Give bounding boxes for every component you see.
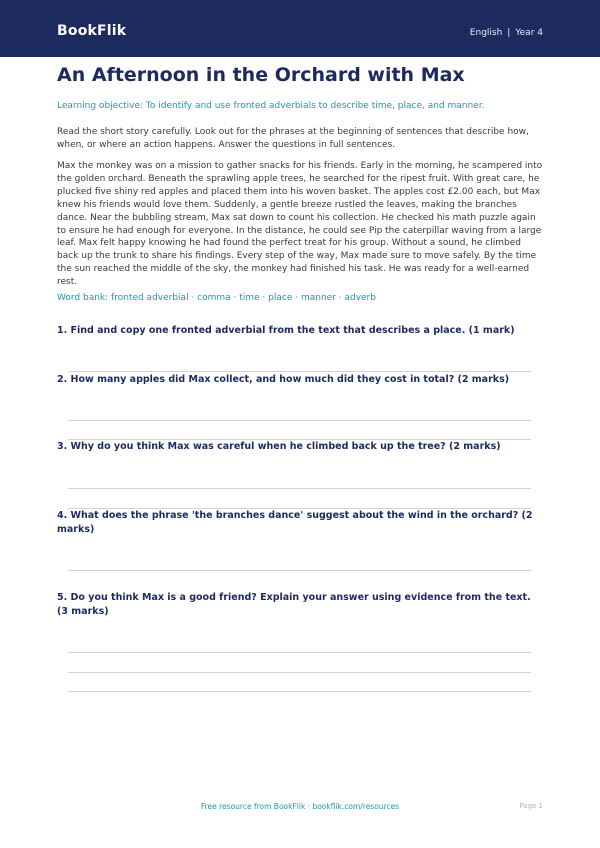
- answer-line[interactable]: [68, 672, 531, 673]
- answer-line[interactable]: [68, 371, 531, 372]
- answer-line[interactable]: [68, 508, 531, 509]
- meta-separator: |: [507, 28, 511, 38]
- question-3: 3. Why do you think Max was careful when he climbed back up the tree? (2 marks): [57, 441, 501, 452]
- header-meta: [470, 28, 543, 38]
- subject-label: English: [469, 28, 503, 38]
- question-5: 5. Do you think Max is a good friend? Explain your answer using evidence from the text. (3 marks): [57, 592, 531, 617]
- question-1: 1. Find and copy one fronted adverbial from the text that describes a place. (1 mark): [57, 325, 515, 336]
- learning-objective: Learning objective: To identify and use fronted adverbials to describe time, place, and manner.: [57, 101, 485, 111]
- question-4: 4. What does the phrase 'the branches dance' suggest about the wind in the orchard? (2 marks): [57, 510, 533, 535]
- page-number: Page 1: [519, 802, 543, 810]
- answer-line[interactable]: [68, 570, 531, 571]
- story-text: Max the monkey was on a mission to gather snacks for his friends. Early in the morning, he scampered into the golden orchard. Beneath the sprawling apple trees, he searched for the ripest fruit. With great care, he plucked five shiny red apples and placed them into his woven basket. The apples cost £2.00 each, but Max knew his friends would love them. Suddenly, a gentle breeze rustled the leaves, making the branches dance. Near the bubbling stream, Max sat down to count his collection. He checked his math puzzle again to ensure he had enough for everyone. In the distance, he could see Pip the caterpillar waving from a large leaf. Max felt happy knowing he had found the perfect treat for his group. Without a sound, he climbed back up the trunk to share his findings. Every step of the way, Max made sure to move safely. By the time the sun reached the middle of the sky, the monkey had finished his task. He was ready for a well-earned rest.: [57, 161, 543, 288]
- instructions: Read the short story carefully. Look out for the phrases at the beginning of sentences that describe how, when, or where an action happens. Answer the questions in full sentences.: [57, 127, 529, 150]
- worksheet-title: An Afternoon in the Orchard with Max: [57, 64, 465, 86]
- header-bar: [0, 0, 600, 57]
- word-bank: Word bank: fronted adverbial · comma · time · place · manner · adverb: [57, 293, 376, 303]
- brand-logo: BookFlik: [57, 23, 127, 39]
- year-label: Year 4: [515, 28, 543, 38]
- answer-line[interactable]: [68, 439, 531, 440]
- answer-line[interactable]: [68, 691, 531, 692]
- footer-credit: Free resource from BookFlik · bookflik.com/resources: [200, 802, 400, 811]
- answer-line[interactable]: [68, 420, 531, 421]
- answer-line[interactable]: [68, 652, 531, 653]
- answer-line[interactable]: [68, 488, 531, 489]
- question-2: 2. How many apples did Max collect, and how much did they cost in total? (2 marks): [57, 374, 510, 385]
